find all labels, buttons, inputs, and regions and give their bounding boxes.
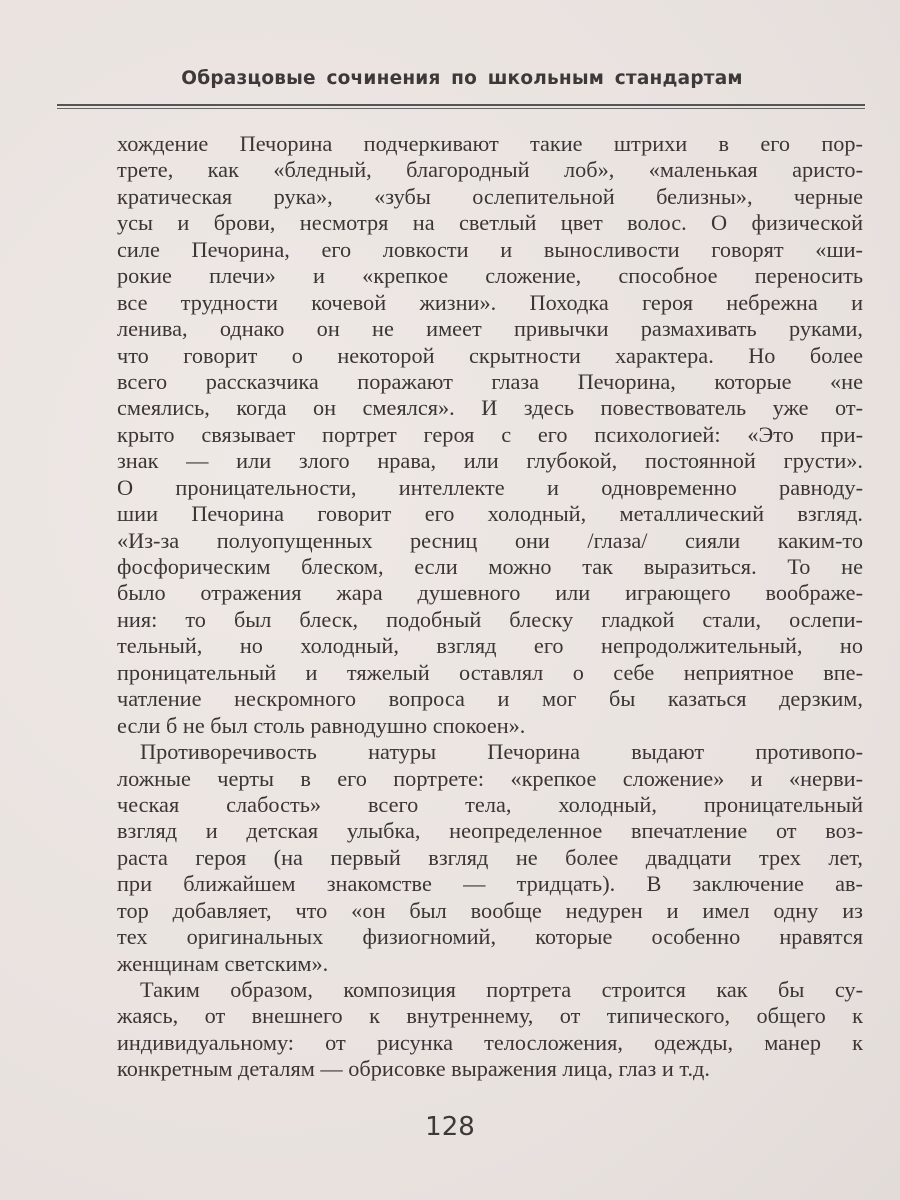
text-line: ния: то был блеск, подобный блеску гладкой стали, ослепи-	[117, 606, 863, 632]
text-line: чатление нескромного вопроса и мог бы казаться дерзким,	[117, 686, 863, 712]
text-line: Противоречивость натуры Печорина выдают противопо-	[140, 739, 863, 765]
text-line: взгляд и детская улыбка, неопределенное впечатление от воз-	[117, 818, 863, 844]
text-line: Таким образом, композиция портрета строится как бы су-	[140, 977, 863, 1002]
text-line: проницательный и тяжелый оставлял о себе неприятное впе-	[117, 659, 863, 685]
text-line: что говорит о некоторой скрытности характера. Но более	[117, 342, 863, 368]
text-line: тор добавляет, что «он был вообще недурен и имел одну из	[117, 897, 863, 923]
text-line: тельный, но холодный, взгляд его непродолжительный, но	[117, 633, 863, 659]
text-line: силе Печорина, его ловкости и выносливости говорят «ши-	[117, 236, 863, 262]
text-line: все трудности кочевой жизни». Походка героя небрежна и	[117, 289, 863, 315]
text-line: шии Печорина говорит его холодный, металлический взгляд.	[117, 501, 863, 527]
text-line: ческая слабость» всего тела, холодный, проницательный	[117, 791, 863, 817]
text-line: всего рассказчика поражают глаза Печорина, которые «не	[117, 368, 863, 394]
text-line: было отражения жара душевного или играющего воображе-	[117, 580, 863, 606]
text-line: «Из-за полуопущенных ресниц они /глаза/ сияли каким-то	[117, 527, 863, 553]
text-line: конкретным деталям — обрисовке выражения лица, глаз и т.д.	[117, 1056, 710, 1082]
text-line: жаясь, от внешнего к внутреннему, от типического, общего к	[117, 1003, 863, 1029]
text-line: крыто связывает портрет героя с его психологией: «Это при-	[117, 421, 863, 447]
text-line: кратическая рука», «зубы ослепительной белизны», черные	[117, 183, 863, 209]
text-line: смеялись, когда он смеялся». И здесь повествователь уже от-	[117, 395, 863, 421]
text-line: трете, как «бледный, благородный лоб», «маленькая аристо-	[117, 157, 863, 183]
header-double-rule	[57, 104, 865, 109]
text-line: О проницательности, интеллекте и одновременно равноду-	[117, 474, 863, 500]
text-line: ленива, однако он не имеет привычки размахивать руками,	[117, 316, 863, 342]
text-line: индивидуальному: от рисунка телосложения, одежды, манер к	[117, 1029, 863, 1055]
paragraph	[117, 977, 863, 1083]
text-line: женщинам светским».	[117, 950, 329, 976]
text-line: рокие плечи» и «крепкое сложение, способное переносить	[117, 263, 863, 289]
paragraph	[117, 739, 863, 977]
text-line: усы и брови, несмотря на светлый цвет волос. О физической	[117, 210, 863, 236]
text-line: тех оригинальных физиогномий, которые особенно нравятся	[117, 924, 863, 950]
text-line: ложные черты в его портрете: «крепкое сложение» и «нерви-	[117, 765, 863, 791]
text-line: раста героя (на первый взгляд не более двадцати трех лет,	[117, 844, 863, 870]
page-number: 128	[425, 1112, 475, 1142]
text-line: знак — или злого нрава, или глубокой, постоянной грусти».	[117, 448, 863, 474]
text-line: фосфорическим блеском, если можно так выразиться. То не	[117, 554, 863, 579]
text-line: хождение Печорина подчеркивают такие штрихи в его пор-	[117, 131, 863, 156]
body-text	[117, 131, 863, 1083]
text-line: при ближайшем знакомстве — тридцать). В заключение ав-	[117, 871, 863, 897]
running-head-title: Образцовые сочинения по школьным стандартам	[181, 68, 743, 89]
text-line: если б не был столь равнодушно спокоен».	[117, 712, 526, 738]
paragraph	[117, 131, 863, 739]
